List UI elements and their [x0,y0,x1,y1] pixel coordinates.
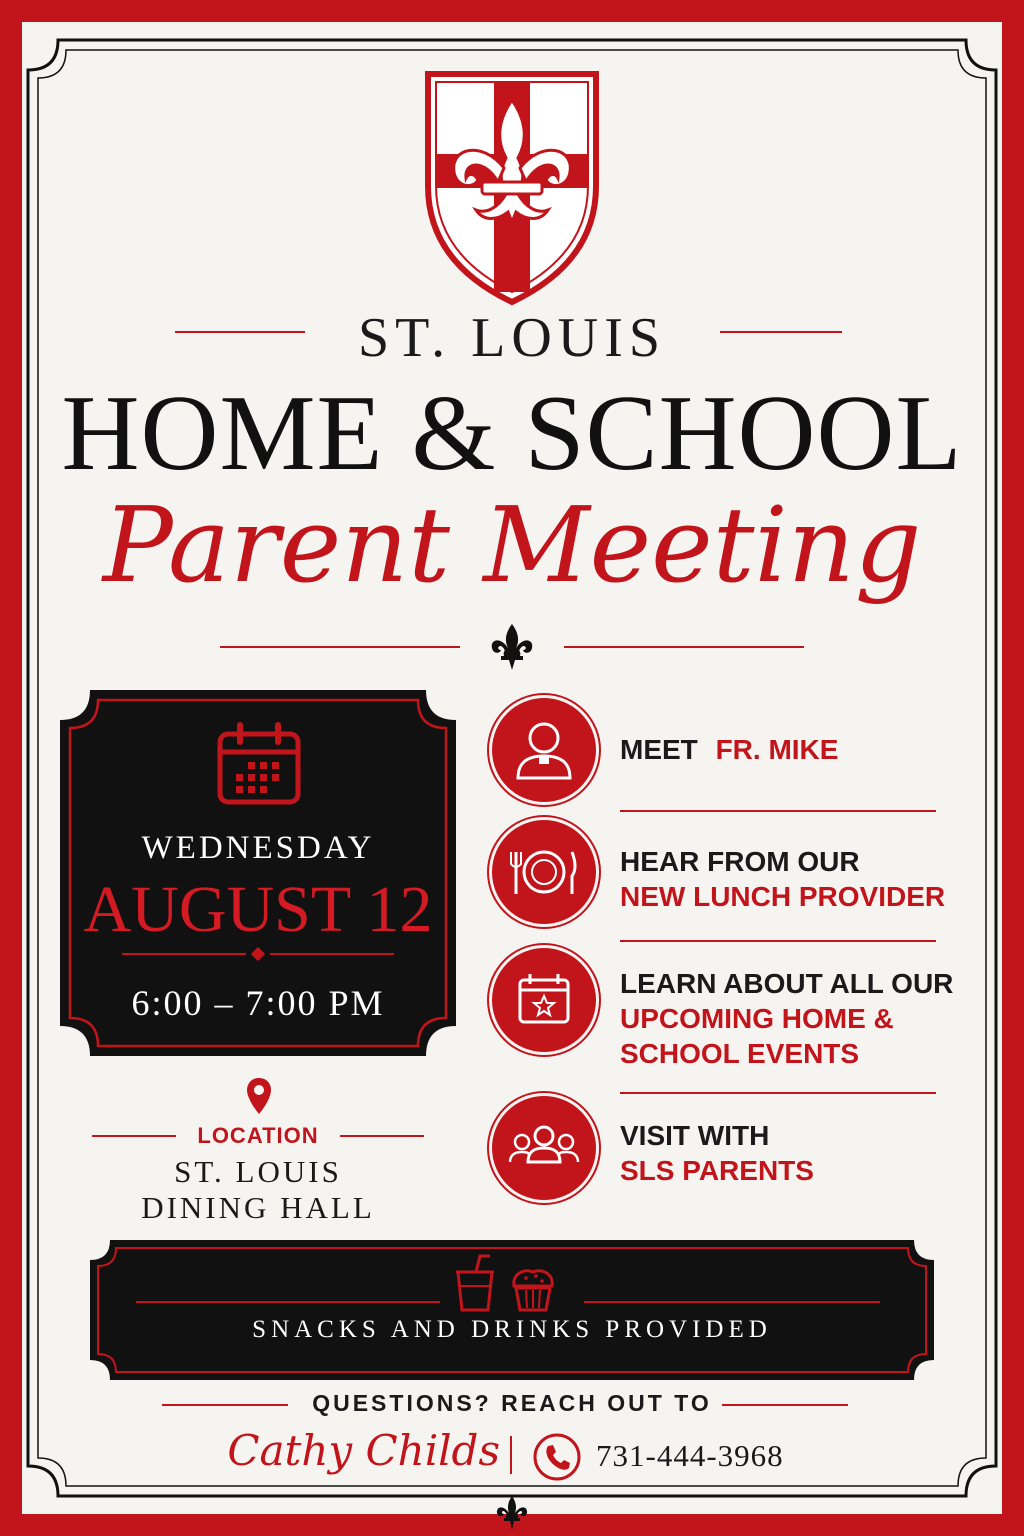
agenda-item-3-red-2: SCHOOL EVENTS [620,1038,860,1069]
agenda-item-1 [620,732,990,767]
school-name: ST. LOUIS [357,307,667,369]
agenda-item-4 [620,1118,990,1188]
agenda-item-4-black: VISIT WITH [620,1120,770,1151]
agenda-rule-3 [620,1092,936,1094]
agenda-item-2 [620,844,990,914]
snacks-text: SNACKS AND DRINKS PROVIDED [252,1316,772,1343]
page-title: HOME & SCHOOL [61,374,963,493]
calendar-icon [216,722,302,808]
event-weekday: WEDNESDAY [141,830,375,866]
priest-icon [492,698,596,802]
agenda-rule-1 [620,810,936,812]
agenda-icon-circle-1 [492,698,596,802]
agenda-item-4-red: SLS PARENTS [620,1155,814,1186]
drink-cup-icon [452,1252,498,1314]
plate-utensils-icon [492,820,596,924]
fleur-de-lis-shield-logo [420,66,604,308]
agenda-rule-2 [620,940,936,942]
agenda-item-3 [620,966,990,1071]
script-subtitle: Parent Meeting [102,484,922,606]
divider-rule-right [564,646,804,648]
agenda-item-3-red-1: UPCOMING HOME & [620,1003,894,1034]
agenda-item-3-black: LEARN ABOUT ALL OUR [620,968,954,999]
location-pin-icon [245,1076,273,1116]
agenda-icon-circle-4 [492,1096,596,1200]
bottom-fleur-de-lis-icon [494,1494,530,1534]
location-line-2: DINING HALL [141,1190,375,1225]
contact-phone: 731-444-3968 [596,1438,784,1473]
muffin-icon [508,1264,558,1314]
agenda-item-2-red: NEW LUNCH PROVIDER [620,881,946,912]
phone-icon [532,1432,582,1482]
calendar-star-icon [492,948,596,1052]
group-icon [492,1096,596,1200]
location-label: LOCATION [197,1123,319,1148]
agenda-icon-circle-3 [492,948,596,1052]
fleur-de-lis-icon [488,622,536,672]
agenda-icon-circle-2 [492,820,596,924]
location-line-1: ST. LOUIS [174,1154,342,1189]
contact-name: Cathy Childs [227,1426,500,1475]
event-date: AUGUST 12 [83,873,433,946]
divider-rule-left [220,646,460,648]
agenda-item-2-black: HEAR FROM OUR [620,846,860,877]
location-name [60,1154,456,1226]
event-time: 6:00 – 7:00 PM [131,983,385,1023]
agenda-item-1-black: MEET [620,734,698,765]
contact-prompt: QUESTIONS? REACH OUT TO [312,1390,712,1416]
contact-separator [510,1436,512,1474]
agenda-item-1-red: FR. MIKE [715,734,839,765]
